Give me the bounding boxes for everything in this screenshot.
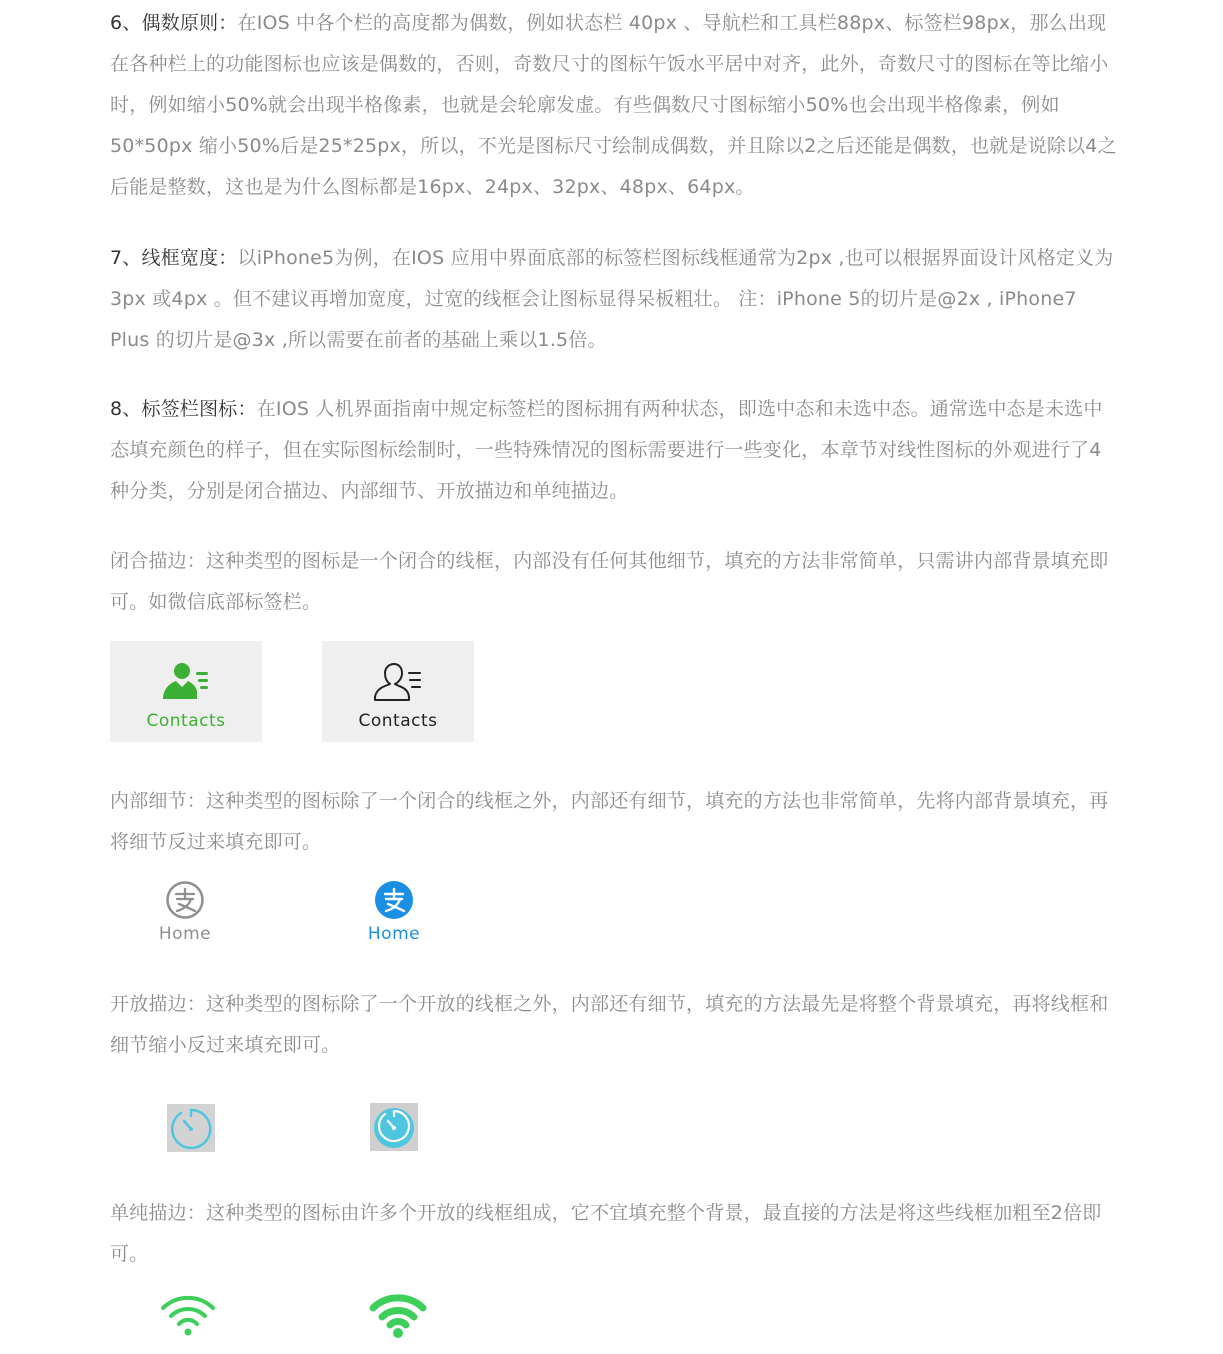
contacts-tab-selected	[110, 641, 262, 742]
timer-icon	[167, 1104, 215, 1152]
timer-icon-filled	[370, 1103, 418, 1151]
timer-icon-outline	[167, 1104, 215, 1152]
simple-stroke-paragraph: 单纯描边：这种类型的图标由许多个开放的线框组成，它不宜填充整个背景，最直接的方法是将这些线框加粗至2倍即可。	[110, 1202, 1102, 1265]
wifi-icon	[368, 1292, 428, 1338]
section-body: 在IOS 人机界面指南中规定标签栏的图标拥有两种状态，即选中态和未选中态。通常选中态是未选中态填充颜色的样子，但在实际图标绘制时，一些特殊情况的图标需要进行一些变化，本章节对线性图标的外观进行了4种分类，分别是闭合描边、内部细节、开放描边和单纯描边。	[110, 398, 1103, 502]
tab-label: Home	[158, 924, 212, 944]
section-body: 以iPhone5为例，在IOS 应用中界面底部的标签栏图标线框通常为2px ,也可以根据界面设计风格定义为3px 或4px 。但不建议再增加宽度，过宽的线框会让图标显得呆板粗壮。 注：iPhone 5的切片是@2x , iPhone7 Plus 的切片是@3x ,所以需要在前者的基础上乘以1.5倍。	[110, 247, 1114, 351]
section-even-principle	[110, 3, 1120, 208]
wifi-icon	[158, 1292, 218, 1338]
home-tab-filled	[349, 880, 439, 950]
contacts-person-icon	[160, 661, 212, 705]
section-tabbar-icons	[110, 389, 1120, 512]
section-body: 在IOS 中各个栏的高度都为偶数，例如状态栏 40px 、导航栏和工具栏88px、标签栏98px，那么出现在各种栏上的功能图标也应该是偶数的，否则，奇数尺寸的图标午饭水平居中对齐，此外，奇数尺寸的图标在等比缩小时，例如缩小50%就会出现半格像素，也就是会轮廓发虚。有些偶数尺寸图标缩小50%也会出现半格像素，例如50*50px 缩小50%后是25*25px，所以，不光是图标尺寸绘制成偶数，并且除以2之后还能是偶数，也就是说除以4之后能是整数，这也是为什么图标都是16px、24px、32px、48px、64px。	[110, 12, 1117, 198]
section-heading: 7、线框宽度：	[110, 247, 238, 269]
tab-label: Contacts	[358, 711, 438, 731]
tab-label: Home	[367, 924, 421, 944]
section-stroke-width	[110, 238, 1120, 361]
contacts-person-icon	[372, 661, 424, 705]
section-heading: 8、标签栏图标：	[110, 398, 257, 420]
section-heading: 6、偶数原则：	[110, 12, 238, 34]
alipay-icon	[165, 880, 205, 920]
inner-detail-paragraph: 内部细节：这种类型的图标除了一个闭合的线框之外，内部还有细节，填充的方法也非常简单，先将内部背景填充，再将细节反过来填充即可。	[110, 790, 1109, 853]
timer-icon	[370, 1103, 418, 1151]
closed-stroke-paragraph: 闭合描边：这种类型的图标是一个闭合的线框，内部没有任何其他细节，填充的方法非常简单，只需讲内部背景填充即可。如微信底部标签栏。	[110, 550, 1109, 613]
tab-label: Contacts	[146, 711, 226, 731]
home-tab-outline	[140, 880, 230, 950]
open-stroke-paragraph: 开放描边：这种类型的图标除了一个开放的线框之外，内部还有细节，填充的方法最先是将整个背景填充，再将线框和细节缩小反过来填充即可。	[110, 993, 1109, 1056]
alipay-icon	[374, 880, 414, 920]
contacts-tab-unselected	[322, 641, 474, 742]
